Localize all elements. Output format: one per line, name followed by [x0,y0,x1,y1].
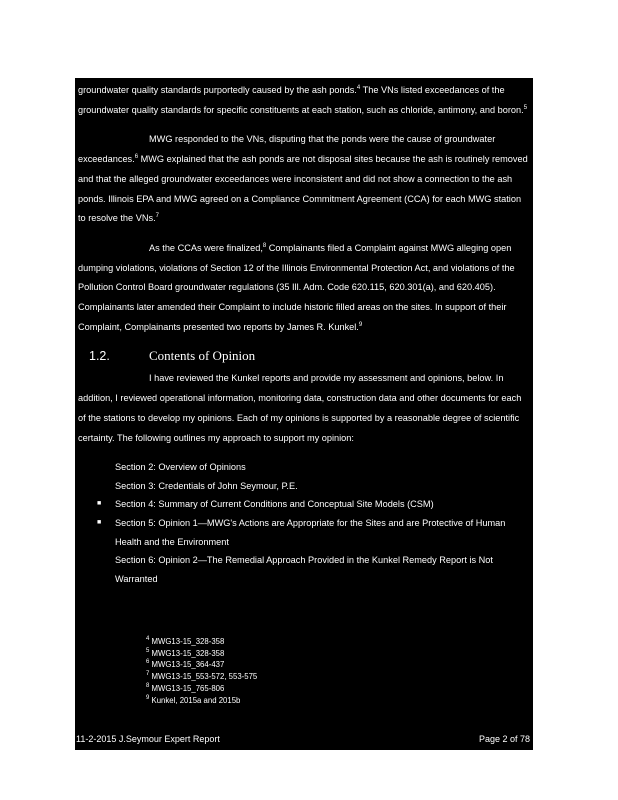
footnote-text: MWG13-15_364-437 [151,660,225,670]
footnote-text: MWG13-15_553-572, 553-575 [151,672,258,682]
outline-item [78,514,529,551]
paragraph-text: I have reviewed the Kunkel reports and provide my assessment and opinions, below. In addition, I reviewed operational information, monitoring data, construction data and other documents for each of the stations to develop my opinions. Each of my opinions is supported by a reasonable degree of scientific certainty. The following outlines my approach to support my opinion: [78,373,522,443]
opinion-outline-list [78,458,529,588]
section-title: Contents of Opinion [149,348,256,364]
footer-report-title: 11-2-2015 J.Seymour Expert Report [76,734,220,744]
outline-item-text: Section 4: Summary of Current Conditions and Conceptual Site Models (CSM) [115,499,434,510]
paragraph-complaint [78,239,529,338]
outline-item [78,551,529,588]
outline-item-text: Section 2: Overview of Opinions [115,462,246,473]
footnote-mark: 7 [146,671,150,678]
paragraph-text: Complainants filed a Complaint against MWG alleging open dumping violations, violations of Section 12 of the Illinois Environmental Protection Act, and violations of the Pollution Control Board groundwater regulations (35 Ill. Adm. Code 620.115, 620.301(a), and 620.405). Complainants later amended their Complaint to include historic filled areas on the sites. In support of their Complaint, Complainants presented two reports by James R. Kunkel. [78,242,515,332]
outline-item [78,458,529,477]
footnote-ref: 4 [356,85,361,91]
footnote-mark: 5 [146,647,150,654]
footnote-text: MWG13-15_765-806 [151,683,225,693]
document-page [75,78,533,750]
paragraph-text: MWG responded to the VNs, disputing that the ponds were the cause of groundwater exceedances. [78,134,496,165]
page-number: Page 2 of 78 [478,734,530,744]
paragraph-text: groundwater quality standards purportedly caused by the ash ponds. [78,85,357,95]
footnote [146,683,257,695]
outline-item [78,495,529,514]
footnote-mark: 4 [146,636,150,642]
footnote-mark: 9 [146,694,150,701]
paragraph-text: The VNs listed exceedances of the groundwater quality standards for specific constituents at each station, such as chloride, antimony, and boron. [78,85,524,115]
outline-item-text: Section 6: Opinion 2—The Remedial Approach Provided in the Kunkel Remedy Report is Not Warranted [115,555,493,584]
bullet-icon: ■ [97,519,102,527]
paragraph-mwg-response [78,130,529,229]
footnotes [146,636,257,706]
paragraph-approach [78,369,529,448]
section-heading [78,347,529,365]
footnote-ref: 6 [134,154,139,161]
footnote-ref: 5 [523,104,528,111]
footnote-ref: 9 [358,321,363,328]
footnote-text: MWG13-15_328-358 [151,648,225,658]
footnote-text: MWG13-15_328-358 [151,637,225,646]
footnote-ref: 7 [155,213,159,220]
footnote [146,648,257,660]
page-footer [75,734,533,744]
footnote-text: Kunkel, 2015a and 2015b [151,695,241,705]
paragraph-violation-notices [78,81,529,120]
footnote-mark: 6 [146,659,150,666]
footnote [146,671,257,683]
outline-item-text: Section 5: Opinion 1—MWG's Actions are Appropriate for the Sites and are Protective of Human Health and the Environment [115,518,506,547]
paragraph-text: As the CCAs were finalized, [149,242,263,253]
footnote [146,695,257,707]
footnote-ref: 8 [262,242,267,249]
footnote [146,636,257,648]
paragraph-text: MWG explained that the ash ponds are not disposal sites because the ash is routinely removed and that the alleged groundwater exceedances were inconsistent and did not show a connection to the ash ponds. Illinois EPA and MWG agreed on a Compliance Commitment Agreement (CCA) for each MWG station to resolve the VNs. [78,154,528,224]
footnote-mark: 8 [146,682,150,689]
outline-item-text: Section 3: Credentials of John Seymour, P.E. [115,480,298,491]
bullet-icon: ■ [97,500,102,508]
section-number: 1.2. [89,349,110,364]
footnote [146,659,257,671]
outline-item [78,477,529,496]
